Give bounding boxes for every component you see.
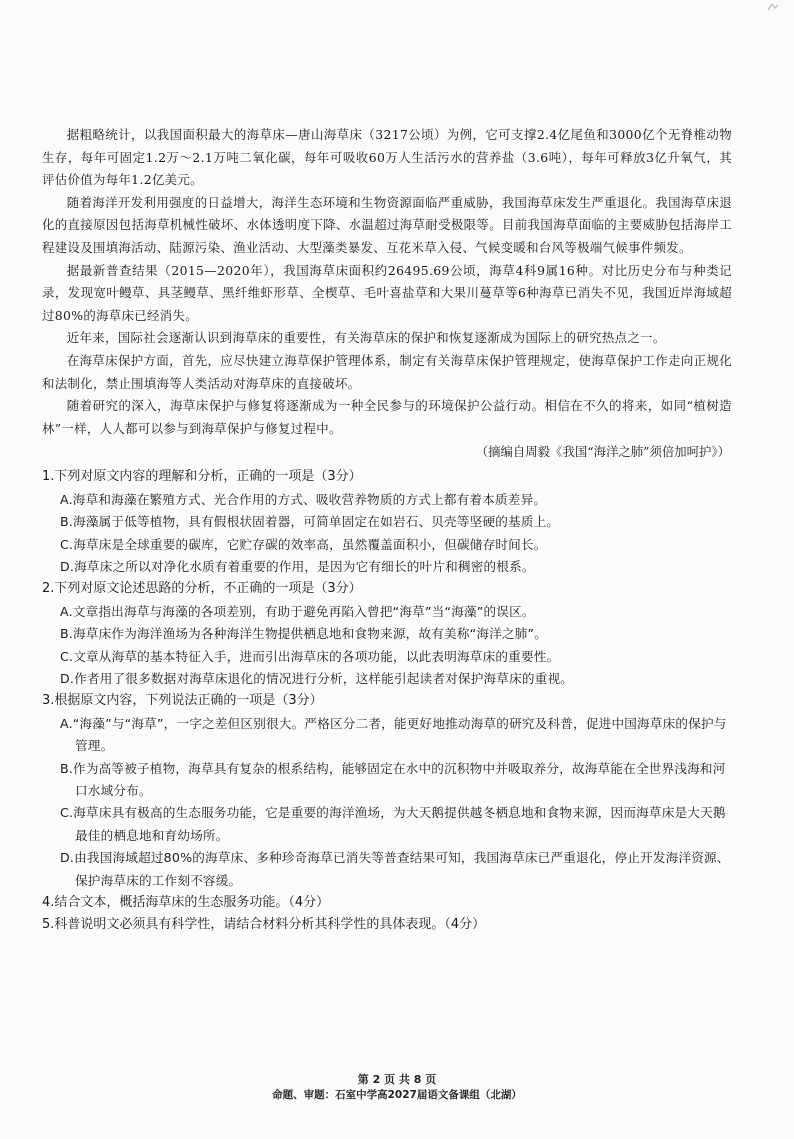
passage-paragraph-1: 据粗略统计，以我国面积最大的海草床—唐山海草床（3217公顷）为例，它可支撑2.4亿尾鱼和3000亿个无脊椎动物生存，每年可固定1.2万～2.1万吨二氧化碳，每年可吸收60万人生活污水的营养盐（3.6吨），每年可释放3亿升氧气，其评估价值为每年1.2亿美元。 — [42, 127, 732, 188]
page-content — [42, 124, 732, 937]
option-d: D.由我国海域超过80%的海草床、多种珍奇海草已消失等普查结果可知，我国海草床已严重退化，停止开发海洋资源、保护海草床的工作刻不容缓。 — [60, 850, 730, 888]
option-a: A.“海藻”与“海草”，一字之差但区别很大。严格区分二者，能更好地推动海草的研究及科普，促进中国海草床的保护与管理。 — [60, 715, 727, 754]
footer-credit: 命题、审题：石室中学高2027届语文备课组（北湖） — [272, 1089, 522, 1101]
question-4 — [42, 892, 732, 914]
option-a: A.文章指出海草与海藻的各项差别，有助于避免再陷入曾把“海草”当“海藻”的误区。 — [60, 603, 535, 619]
passage-paragraph-5: 在海草床保护方面，首先，应尽快建立海草保护管理体系，制定有关海草床保护管理规定，使海草保护工作走向正规化和法制化，禁止围填海等人类活动对海草床的直接破坏。 — [42, 352, 732, 391]
question-stem: 5.科普说明文必须具有科学性，请结合材料分析其科学性的具体表现。（4分） — [42, 917, 486, 933]
option-b: B.海藻属于低等植物，具有假根状固着器，可简单固定在如岩石、贝壳等坚硬的基质上。 — [60, 514, 560, 530]
option-a: A.海草和海藻在繁殖方式、光合作用的方式、吸收营养物质的方式上都有着本质差异。 — [60, 491, 547, 507]
passage-paragraph-2: 随着海洋开发利用强度的日益增大，海洋生态环境和生物资源面临严重威胁，我国海草床发生严重退化。我国海草床退化的直接原因包括海草机械性破坏、水体透明度下降、水温超过海草耐受极限等。目前我国海草面临的主要威胁包括海岸工程建设及围填海活动、陆源污染、渔业活动、大型藻类暴发、互花米草入侵、气候变暖和台风等极端气候事件频发。 — [42, 194, 732, 255]
question-2 — [42, 578, 732, 690]
option-c: C.海草床是全球重要的碳库，它贮存碳的效率高，虽然覆盖面积小，但碳储存时间长。 — [60, 536, 547, 552]
question-1 — [42, 466, 732, 578]
option-d: D.海草床之所以对净化水质有着重要的作用，是因为它有细长的叶片和稠密的根系。 — [60, 558, 535, 574]
option-c: C.文章从海草的基本特征入手，进而引出海草床的各项功能，以此表明海草床的重要性。 — [60, 648, 560, 664]
passage-paragraph-4: 近年来，国际社会逐渐认识到海草床的重要性，有关海草床的保护和恢复逐渐成为国际上的研究热点之一。 — [66, 330, 666, 346]
question-stem: 4.结合文本，概括海草床的生态服务功能。（4分） — [42, 895, 330, 911]
reading-passage — [42, 124, 732, 463]
option-c: C.海草床具有极高的生态服务功能，它是重要的海洋渔场，为大天鹅提供越冬栖息地和食物来源，因而海草床是大天鹅最佳的栖息地和育幼场所。 — [60, 805, 726, 843]
question-3 — [42, 690, 732, 892]
question-stem: 3.根据原文内容，下列说法正确的一项是（3分） — [42, 693, 323, 709]
question-list — [42, 466, 732, 937]
passage-paragraph-3: 据最新普查结果（2015—2020年），我国海草床面积约26495.69公顷，海草4科9属16种。对比历史分布与种类记录，发现宽叶鳗草、具茎鳗草、黑纤维虾形草、全楔草、毛叶喜盐草和大果川蔓草等6种海草已消失不见，我国近岸海域超过80%的海草床已经消失。 — [42, 262, 732, 323]
passage-source: （摘编自周毅《我国“海洋之肺”须倍加呵护》） — [475, 444, 730, 460]
option-b: B.作为高等被子植物，海草具有复杂的根系结构，能够固定在水中的沉积物中并吸取养分，故海草能在全世界浅海和河口水域分布。 — [60, 760, 726, 798]
option-b: B.海草床作为海洋渔场为各种海洋生物提供栖息地和食物来源，故有美称“海洋之肺”。 — [60, 626, 548, 642]
question-stem: 2.下列对原文论述思路的分析，不正确的一项是（3分） — [42, 581, 362, 597]
page-number: 第 2 页 共 8 页 — [357, 1073, 437, 1086]
corner-mark-icon — [766, 2, 780, 12]
passage-paragraph-6: 随着研究的深入，海草床保护与修复将逐渐成为一种全民参与的环境保护公益行动。相信在不久的将来，如同“植树造林”一样，人人都可以参与到海草保护与修复过程中。 — [42, 398, 732, 436]
question-stem: 1.下列对原文内容的理解和分析，正确的一项是（3分） — [42, 469, 362, 485]
question-5 — [42, 914, 732, 936]
option-d: D.作者用了很多数据对海草床退化的情况进行分析，这样能引起读者对保护海草床的重视。 — [60, 670, 574, 686]
